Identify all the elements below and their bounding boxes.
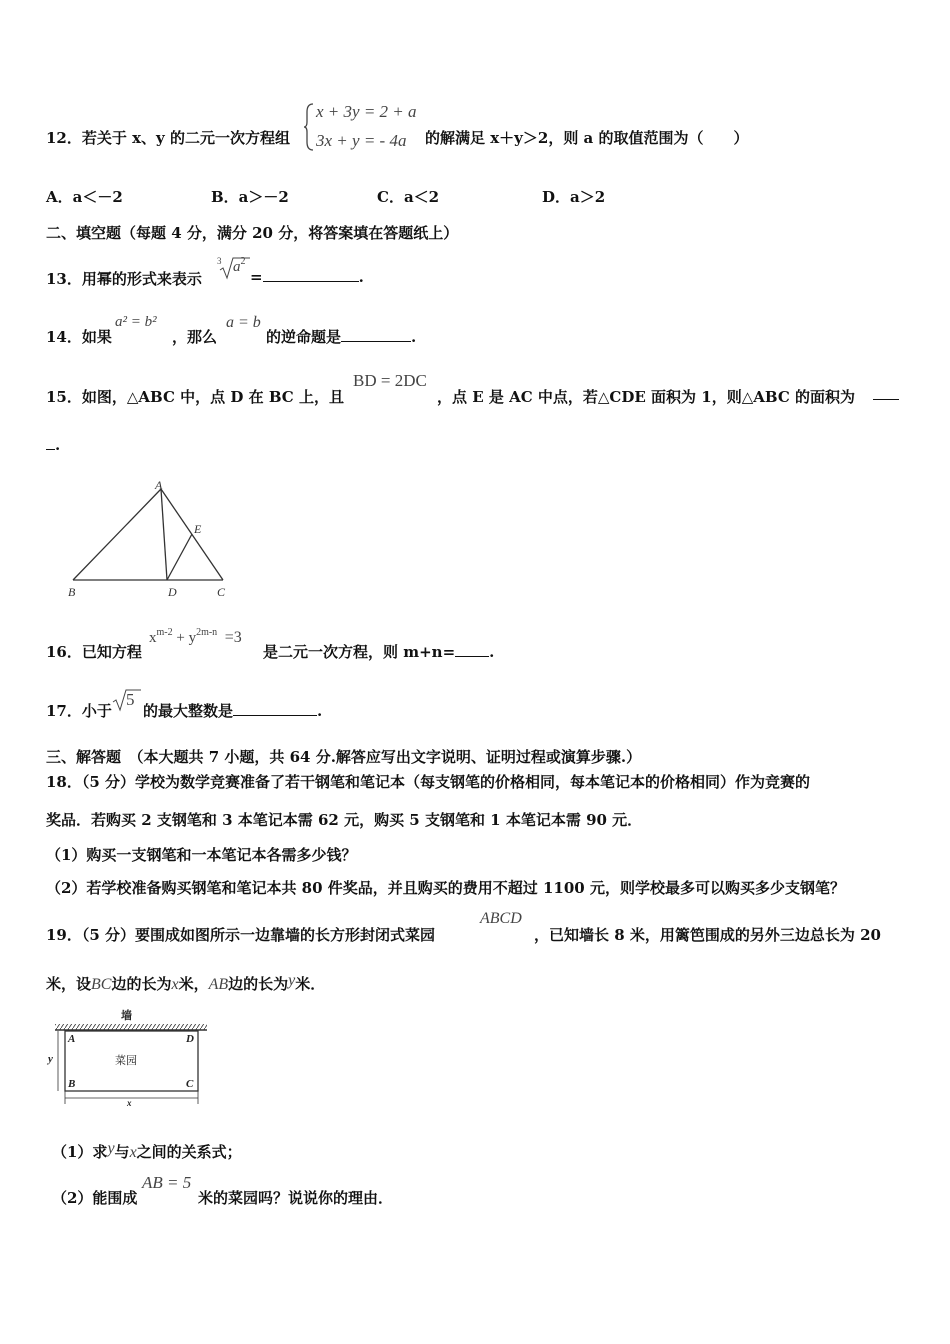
- q14-expr1: a² = b²: [115, 314, 157, 330]
- q19-sub2-a: （2）能围成: [52, 1189, 138, 1207]
- q13-answer-blank[interactable]: [263, 268, 359, 282]
- q17-text2: 的最大整数是 .: [143, 702, 323, 720]
- fig19-label-b: B: [68, 1078, 76, 1090]
- q12-text-post: 的解满足 x＋y＞2，则 a 的取值范围为（ ）: [425, 129, 749, 147]
- q16-number: 16．: [46, 643, 82, 661]
- section3-heading: 三、解答题 （本大题共 7 小题，共 64 分.解答应写出文字说明、证明过程或演算步骤.）: [46, 748, 642, 766]
- q14-text2: ，那么: [172, 328, 218, 346]
- q18-sub2: （2）若学校准备购买钢笔和笔记本共 80 件奖品，并且购买的费用不超过 1100 元，则学校最多可以购买多少支钢笔？: [46, 879, 845, 897]
- fig15-label-d: D: [168, 585, 177, 599]
- section2-heading: 二、填空题（每题 4 分，满分 20 分，将答案填在答题纸上）: [46, 224, 459, 242]
- q12-eq2: 3x + y = - 4a: [316, 131, 407, 150]
- q18-line2: 奖品．若购买 2 支钢笔和 3 本笔记本需 62 元，购买 5 支钢笔和 1 本笔记本需 90 元．: [46, 811, 643, 829]
- fig15-label-c: C: [217, 585, 226, 599]
- q16-answer-blank[interactable]: [455, 643, 489, 657]
- fig19-label-x: x: [127, 1098, 132, 1108]
- q15-line2: .: [46, 436, 60, 454]
- q17-number: 17．: [46, 702, 82, 720]
- q12-brace: [303, 102, 315, 152]
- q14-line: 14．如果: [46, 328, 112, 346]
- q12-option-a: A．a＜－2: [46, 188, 123, 206]
- q14-expr2: a = b: [226, 314, 261, 331]
- q15-answer-blank-b[interactable]: [46, 436, 55, 450]
- fig19-garden-label: 菜园: [115, 1055, 137, 1067]
- q12-text-pre: 若关于 x、y 的二元一次方程组: [81, 129, 290, 147]
- q14-number: 14．: [46, 328, 82, 346]
- q15-text2: ，点 E 是 AC 中点，若△CDE 面积为 1，则△ABC 的面积为: [437, 388, 855, 406]
- q15-number: 15．: [46, 388, 82, 406]
- q15-expr: BD = 2DC: [353, 371, 427, 390]
- q12-option-c: C．a＜2: [377, 188, 440, 206]
- q12-line: [46, 127, 290, 148]
- q17-answer-blank[interactable]: [233, 702, 317, 716]
- q18-line1: 18．（5 分）学校为数学竞赛准备了若干钢笔和笔记本（每支钢笔的价格相同，每本笔记本的价格相同）作为竞赛的: [46, 773, 811, 791]
- q19-text2: ，已知墙长 8 米，用篱笆围成的另外三边总长为 20: [534, 926, 881, 944]
- q19-sub1: （1）求y与x之间的关系式；: [52, 1140, 242, 1161]
- q18-sub1: （1）购买一支钢笔和一本笔记本各需多少钱？: [46, 846, 357, 864]
- q14-answer-blank[interactable]: [341, 328, 411, 342]
- q12-eq1: x + 3y = 2 + a: [316, 102, 417, 121]
- q17-line: 17．小于: [46, 702, 112, 720]
- q17-radicand: 5: [126, 690, 135, 709]
- fig15-label-a: A: [155, 478, 163, 492]
- q12-option-d: D．a＞2: [542, 188, 606, 206]
- fig19-label-y: y: [48, 1053, 53, 1065]
- fig19-label-c: C: [186, 1078, 194, 1090]
- fig15-label-b: B: [68, 585, 76, 599]
- fig19-wall-label: 墙: [121, 1010, 132, 1022]
- q15-line1: 15．如图，△ABC 中，点 D 在 BC 上，且: [46, 388, 344, 406]
- fig19-label-d: D: [186, 1033, 194, 1045]
- q13-radicand: $a^2$: [233, 256, 246, 275]
- q14-text3: 的逆命题是 .: [266, 328, 417, 346]
- q13-line: [46, 268, 202, 289]
- q16-line: 16．已知方程: [46, 643, 142, 661]
- q16-text2: 是二元一次方程，则 m+n= .: [263, 643, 495, 661]
- q15-answer-blank-a[interactable]: [873, 386, 899, 400]
- q13-root-index: 3: [217, 256, 222, 266]
- fig19-label-a: A: [68, 1033, 76, 1045]
- q12-number: 12．: [46, 129, 82, 147]
- q13-text: 用幂的形式来表示: [81, 270, 202, 288]
- q16-expr: $x^{m-2} + y^{2m-n} =3$: [149, 627, 242, 646]
- q19-sub2-expr: AB = 5: [142, 1173, 192, 1192]
- q13-tail: = .: [250, 268, 364, 286]
- fig15-label-e: E: [194, 522, 202, 536]
- q19-garden-figure: [45, 1004, 213, 1108]
- q19-sub2-b: 米的菜园吗？说说你的理由．: [198, 1189, 394, 1207]
- q19-text1: 19．（5 分）要围成如图所示一边靠墙的长方形封闭式菜园: [46, 926, 436, 944]
- q15-triangle-figure: [60, 478, 240, 600]
- q12-option-b: B．a＞－2: [211, 188, 289, 206]
- q13-number: 13．: [46, 270, 82, 288]
- q19-abcd: ABCD: [480, 910, 522, 927]
- q19-line2: 米，设BC边的长为x米，AB边的长为y米．: [46, 972, 326, 993]
